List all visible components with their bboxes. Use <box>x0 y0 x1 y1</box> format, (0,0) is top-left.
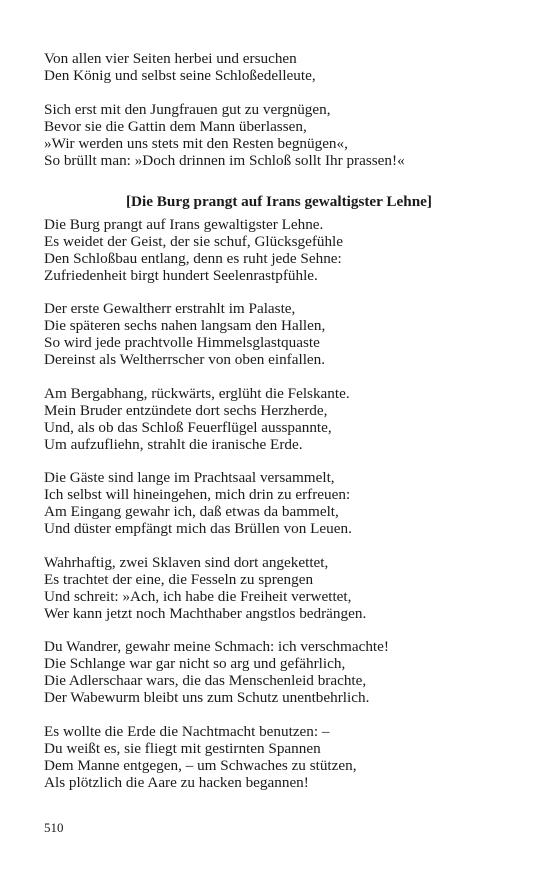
poem-line: »Wir werden uns stets mit den Resten begnügen«, <box>44 134 348 152</box>
stanza <box>44 385 514 453</box>
poem-line: So brüllt man: »Doch drinnen im Schloß sollt Ihr prassen!« <box>44 151 405 169</box>
poem-line: Um aufzufliehn, strahlt die iranische Erde. <box>44 435 303 453</box>
poem-line: Bevor sie die Gattin dem Mann überlassen, <box>44 117 307 135</box>
poem-line: Die Burg prangt auf Irans gewaltigster Lehne. <box>44 215 324 233</box>
stanza <box>44 469 514 537</box>
poem-line: Den König und selbst seine Schloßedelleute, <box>44 67 316 84</box>
poem-line: Die Gäste sind lange im Prachtsaal versammelt, <box>44 469 335 486</box>
poem-line: Du weißt es, sie fliegt mit gestirnten Spannen <box>44 739 321 757</box>
stanza <box>44 216 514 284</box>
poem-page <box>44 50 514 807</box>
poem-line: Und, als ob das Schloß Feuerflügel ausspannte, <box>44 418 332 436</box>
poem-line: Du Wandrer, gewahr meine Schmach: ich verschmachte! <box>44 638 389 655</box>
poem-line: Zufriedenheit birgt hundert Seelenrastpfühle. <box>44 266 318 284</box>
poem-line: Als plötzlich die Aare zu hacken begannen! <box>44 773 309 791</box>
poem-line: Dereinst als Weltherrscher von oben einfallen. <box>44 351 326 368</box>
poem-line: Am Eingang gewahr ich, daß etwas da bammelt, <box>44 503 339 520</box>
poem-line: Den Schloßbau entlang, denn es ruht jede Sehne: <box>44 249 342 267</box>
poem-line: Dem Manne entgegen, – um Schwaches zu stützen, <box>44 756 357 774</box>
poem-line: Es wollte die Erde die Nachtmacht benutzen: – <box>44 722 330 740</box>
poem-line: Der Wabewurm bleibt uns zum Schutz unentbehrlich. <box>44 689 370 706</box>
stanza <box>44 723 514 791</box>
stanza <box>44 101 514 169</box>
stanza <box>44 638 514 706</box>
poem-line: Am Bergabhang, rückwärts, erglüht die Felskante. <box>44 384 350 402</box>
page-number: 510 <box>44 820 64 835</box>
poem-line: Die Schlange war gar nicht so arg und gefährlich, <box>44 655 346 672</box>
stanza <box>44 554 514 622</box>
poem-title: [Die Burg prangt auf Irans gewaltigster Lehne] <box>126 192 432 210</box>
poem-line: Es trachtet der eine, die Fesseln zu sprengen <box>44 570 314 588</box>
poem-line: Der erste Gewaltherr erstrahlt im Palaste, <box>44 300 296 317</box>
poem-line: Wer kann jetzt noch Machthaber angstlos bedrängen. <box>44 604 367 622</box>
poem-line: Mein Bruder entzündete dort sechs Herzherde, <box>44 401 328 419</box>
poem-line: Ich selbst will hineingehen, mich drin zu erfreuen: <box>44 486 351 503</box>
poem-line: So wird jede prachtvolle Himmelsglastquaste <box>44 334 320 351</box>
stanza <box>44 50 514 84</box>
poem-line: Und düster empfängt mich das Brüllen von Leuen. <box>44 520 352 537</box>
poem-line: Und schreit: »Ach, ich habe die Freiheit verwettet, <box>44 587 352 605</box>
poem-line: Wahrhaftig, zwei Sklaven sind dort angekettet, <box>44 553 329 571</box>
poem-line: Es weidet der Geist, der sie schuf, Glücksgefühle <box>44 232 344 250</box>
poem-line: Von allen vier Seiten herbei und ersuchen <box>44 50 297 67</box>
poem-line: Die Adlerschaar wars, die das Menschenleid brachte, <box>44 672 367 689</box>
poem-line: Die späteren sechs nahen langsam den Hallen, <box>44 317 326 334</box>
stanza <box>44 300 514 368</box>
poem-line: Sich erst mit den Jungfrauen gut zu vergnügen, <box>44 100 331 118</box>
